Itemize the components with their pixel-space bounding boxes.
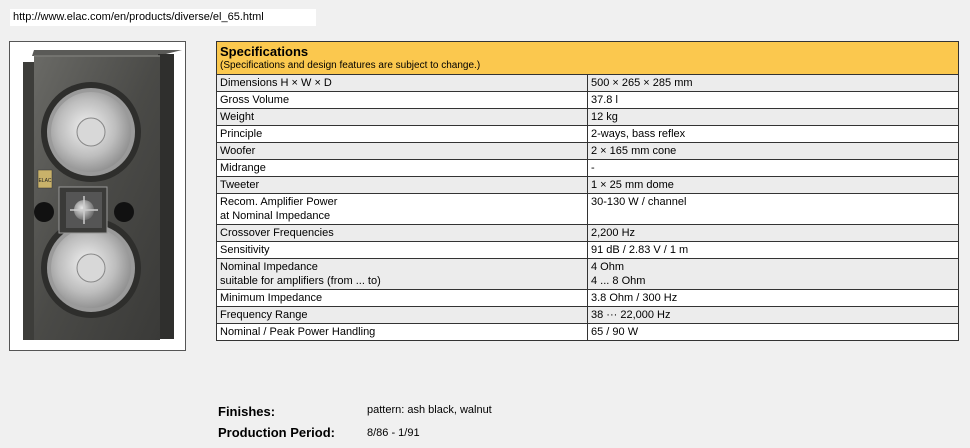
spec-label: Recom. Amplifier Power at Nominal Impedance (217, 194, 588, 225)
spec-value: 91 dB / 2.83 V / 1 m (588, 242, 959, 259)
spec-row (217, 126, 959, 143)
spec-label: Nominal Impedance suitable for amplifiers (from ... to) (217, 259, 588, 290)
spec-label: Sensitivity (217, 242, 588, 259)
finishes-value: pattern: ash black, walnut (367, 404, 492, 416)
spec-label: Dimensions H × W × D (217, 75, 588, 92)
specifications-title: Specifications (220, 44, 309, 59)
spec-value: - (588, 160, 959, 177)
spec-label: Principle (217, 126, 588, 143)
spec-row (217, 92, 959, 109)
spec-label: Woofer (217, 143, 588, 160)
spec-row (217, 194, 959, 225)
spec-value: 3.8 Ohm / 300 Hz (588, 290, 959, 307)
spec-value: 2-ways, bass reflex (588, 126, 959, 143)
spec-row (217, 109, 959, 126)
spec-row (217, 143, 959, 160)
specifications-note: (Specifications and design features are subject to change.) (220, 60, 481, 71)
spec-label: Nominal / Peak Power Handling (217, 324, 588, 341)
spec-label: Midrange (217, 160, 588, 177)
spec-row (217, 307, 959, 324)
spec-value: 38 ··· 22,000 Hz (588, 307, 959, 324)
finishes-label: Finishes: (218, 404, 276, 419)
spec-row (217, 324, 959, 341)
spec-label: Gross Volume (217, 92, 588, 109)
spec-value: 2,200 Hz (588, 225, 959, 242)
spec-label: Frequency Range (217, 307, 588, 324)
spec-value: 30-130 W / channel (588, 194, 959, 225)
spec-value: 500 × 265 × 285 mm (588, 75, 959, 92)
spec-label: Crossover Frequencies (217, 225, 588, 242)
spec-row (217, 177, 959, 194)
spec-value: 1 × 25 mm dome (588, 177, 959, 194)
spec-value: 4 Ohm 4 ... 8 Ohm (588, 259, 959, 290)
spec-value: 2 × 165 mm cone (588, 143, 959, 160)
spec-value: 65 / 90 W (588, 324, 959, 341)
spec-row (217, 259, 959, 290)
spec-label: Tweeter (217, 177, 588, 194)
specifications-table (216, 41, 959, 341)
spec-label: Weight (217, 109, 588, 126)
spec-value: 12 kg (588, 109, 959, 126)
spec-row (217, 160, 959, 177)
product-photo (9, 41, 186, 351)
spec-row (217, 242, 959, 259)
production-period-value: 8/86 - 1/91 (367, 427, 420, 439)
speaker-image (10, 42, 185, 350)
spec-row (217, 225, 959, 242)
production-period-label: Production Period: (218, 425, 335, 440)
specifications-header (217, 42, 959, 75)
spec-row (217, 290, 959, 307)
spec-label: Minimum Impedance (217, 290, 588, 307)
spec-value: 37.8 l (588, 92, 959, 109)
brand-badge: ELAC (38, 178, 52, 184)
spec-row (217, 75, 959, 92)
url-text[interactable]: http://www.elac.com/en/products/diverse/el_65.html (10, 9, 316, 26)
